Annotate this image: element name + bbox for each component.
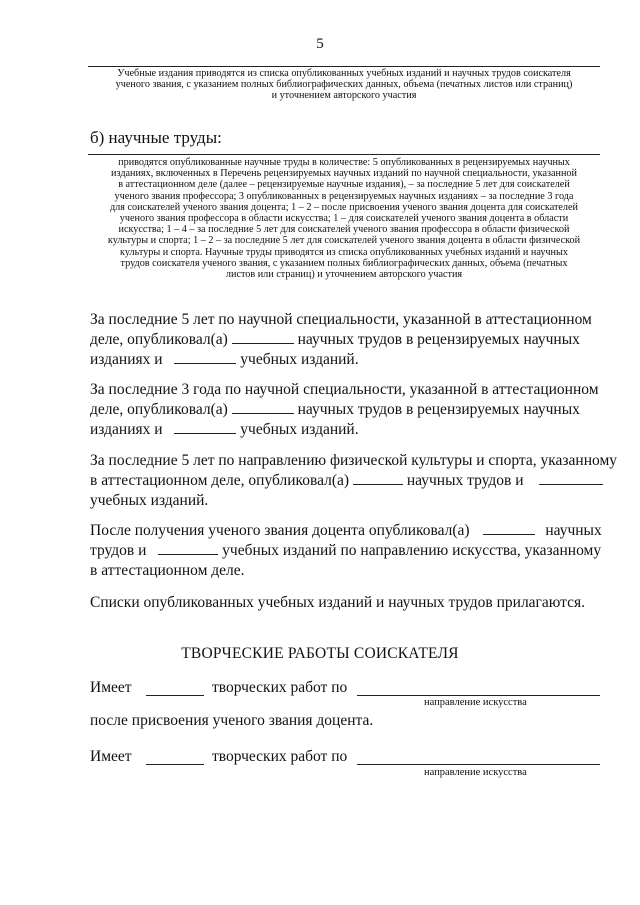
art-direction-caption: направление искусства (424, 697, 527, 708)
study-editions-note (88, 68, 600, 102)
para-text: научных (545, 522, 602, 539)
count-blank-study[interactable] (158, 542, 218, 555)
note-line: листов или страниц) и уточнением авторского участия (225, 269, 463, 281)
para-line (90, 350, 610, 370)
note-line: ученого звания профессора; 3 опубликованных в рецензируемых научных изданиях – за последние 3 года (114, 190, 574, 202)
count-blank-scientific[interactable] (232, 331, 294, 344)
count-blank-study[interactable] (174, 351, 236, 364)
creative-works-title: ТВОРЧЕСКИЕ РАБОТЫ СОИСКАТЕЛЯ (181, 645, 459, 662)
creative-count-blank-1[interactable] (146, 683, 204, 696)
para-text: изданиях и (90, 351, 163, 368)
para-text: После получения ученого звания доцента опубликовал(а) (90, 522, 470, 539)
note-line: культуры и спорта; 1 – 2 – за последние 5 лет для соискателей ученого звания доцента в области физической (107, 235, 581, 247)
note-line: трудов соискателя ученого звания, с указанием полных библиографических данных, объема (печатных (120, 257, 568, 269)
para-text: учебных изданий. (240, 351, 359, 368)
para-text: научных трудов в рецензируемых научных (297, 401, 580, 418)
scientific-works-note (88, 157, 600, 280)
para-text: деле, опубликовал(а) (90, 401, 228, 418)
creative-row-1 (90, 679, 132, 697)
art-direction-caption: направление искусства (424, 767, 527, 778)
section-b-heading: б) научные труды: (90, 128, 222, 147)
divider-top (88, 66, 600, 67)
row-text: Имеет (90, 748, 132, 765)
para-line: в аттестационном деле. (90, 562, 245, 579)
paragraph-arts (90, 521, 620, 581)
note-line: Учебные издания приводятся из списка опубликованных учебных изданий и научных трудов соискателя (117, 68, 571, 79)
para-text: деле, опубликовал(а) (90, 331, 228, 348)
para-line: За последние 5 лет по научной специальности, указанной в аттестационном (90, 311, 592, 328)
creative-row-2 (90, 748, 132, 766)
paragraph-5-years-scientific (90, 310, 610, 370)
para-line (90, 521, 620, 541)
para-text: учебных изданий по направлению искусства, указанному (222, 542, 602, 559)
para-line (90, 420, 610, 440)
para-line: За последние 5 лет по направлению физической культуры и спорта, указанному (90, 452, 618, 469)
para-line (90, 471, 620, 491)
attachments-note: Списки опубликованных учебных изданий и научных трудов прилагаются. (90, 594, 586, 611)
note-line: для соискателей ученого звания доцента; 1 – 2 – после присвоения ученого звания доцента для соискателей (109, 201, 578, 213)
page-number: 5 (316, 36, 324, 52)
creative-row-1-text: творческих работ по (212, 679, 348, 696)
count-blank-scientific[interactable] (483, 522, 535, 535)
note-line: искусства; 1 – 4 – за последние 5 лет для соискателей ученого звания профессора в области физической (118, 224, 570, 236)
para-text: научных трудов в рецензируемых научных (297, 331, 580, 348)
para-line: За последние 3 года по научной специальности, указанной в аттестационном (90, 381, 599, 398)
after-promotion-line: после присвоения ученого звания доцента. (90, 712, 374, 729)
paragraph-physical-culture (90, 451, 620, 511)
para-line (90, 541, 620, 561)
art-direction-blank-1[interactable] (357, 683, 600, 696)
note-line: приводятся опубликованные научные труды в количестве: 5 опубликованных в рецензируемых научных (118, 157, 570, 168)
note-line: и уточнением авторского участия (271, 90, 417, 102)
note-line: изданиях, включенных в Перечень рецензируемых научных изданий по научной специальности, указанной (111, 168, 577, 180)
count-blank-scientific[interactable] (232, 401, 294, 414)
para-text: учебных изданий. (240, 421, 359, 438)
para-line (90, 400, 610, 420)
para-line (90, 330, 610, 350)
note-line: ученого звания, с указанием полных библиографических данных, объема (печатных листов или страниц) (115, 79, 573, 91)
para-text: научных трудов и (406, 472, 524, 489)
para-line: учебных изданий. (90, 492, 209, 509)
para-text: в аттестационном деле, опубликовал(а) (90, 472, 350, 489)
note-line: культуры и спорта. Научные труды приводятся из списка опубликованных учебных изданий и научных (120, 246, 568, 258)
para-text: изданиях и (90, 421, 163, 438)
note-line: ученого звания профессора в области искусства; 1 – для соискателей ученого звания доцента в области (119, 213, 569, 225)
count-blank-study[interactable] (174, 421, 236, 434)
creative-count-blank-2[interactable] (146, 752, 204, 765)
count-blank-scientific[interactable] (353, 472, 403, 485)
creative-row-2-text: творческих работ по (212, 748, 348, 765)
divider-middle (88, 154, 600, 155)
row-text: Имеет (90, 679, 132, 696)
para-text: трудов и (90, 542, 147, 559)
count-blank-study[interactable] (539, 472, 603, 485)
art-direction-blank-2[interactable] (357, 752, 600, 765)
note-line: в аттестационном деле (далее – рецензируемые научные издания), – за последние 5 лет для соискателей (118, 179, 570, 191)
paragraph-3-years-scientific (90, 380, 610, 440)
